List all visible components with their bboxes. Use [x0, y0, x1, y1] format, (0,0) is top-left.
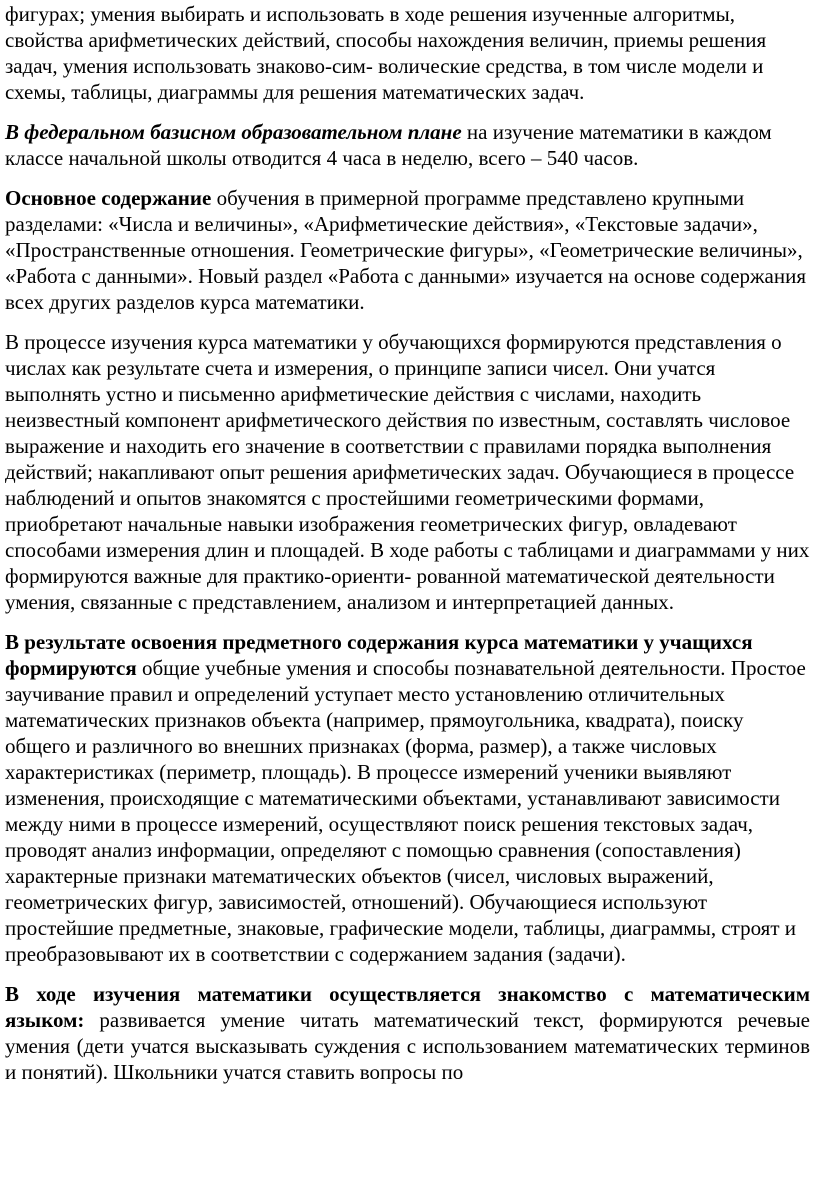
paragraph-text: общие учебные умения и способы познавательной деятельности. Простое заучивание правил и определений уступает место установлению отличительных математических признаков объекта (например, прямоугольника, квадрата), поиску общего и различного во внешних признаках (форма, размер), а также числовых характеристиках (периметр, площадь). В процессе измерений ученики выявляют изменения, происходящие с математическими объектами, устанавливают зависимости между ними в процессе измерений, осуществляют поиск решения текстовых задач, проводят анализ информации, определяют с помощью сравнения (сопоставления) характерные признаки математических объектов (чисел, числовых выражений, геометрических фигур, зависимостей, отношений). Обучающиеся используют простейшие предметные, знаковые, графические модели, таблицы, диаграммы, строят и преобразовывают их в соответствии с содержанием задания (задачи).	[5, 656, 806, 966]
paragraph-text: развивается умение читать математический текст, формируются речевые умения (дети учатся высказывать суждения с использованием математических терминов и понятий). Школьники учатся ставить вопросы по	[5, 1008, 810, 1084]
paragraph-lead: В результате освоения предметного содержания курса математики у учащихся формируются	[5, 630, 753, 680]
paragraph-skills-continuation	[5, 1, 810, 105]
paragraph-main-content	[5, 185, 810, 315]
paragraph-text: на изучение математики в каждом классе начальной школы отводится 4 часа в неделю, всего – 540 часов.	[5, 120, 772, 170]
paragraph-learning-results	[5, 629, 810, 967]
paragraph-learning-process	[5, 329, 810, 615]
paragraph-text: фигурах; умения выбирать и использовать в ходе решения изученные алгоритмы, свойства арифметических действий, способы нахождения величин, приемы решения задач, умения использовать знаково-сим- волические средства, в том числе модели и схемы, таблицы, диаграммы для решения математических задач.	[5, 2, 767, 104]
paragraph-curriculum-hours	[5, 119, 810, 171]
paragraph-text: В процессе изучения курса математики у обучающихся формируются представления о числах как результате счета и измерения, о принципе записи чисел. Они учатся выполнять устно и письменно арифметические действия с числами, находить неизвестный компонент арифметического действия по известным, составлять числовое выражение и находить его значение в соответствии с правилами порядка выполнения действий; накапливают опыт решения арифметических задач. Обучающиеся в процессе наблюдений и опытов знакомятся с простейшими геометрическими формами, приобретают начальные навыки изображения геометрических фигур, овладевают способами измерения длин и площадей. В ходе работы с таблицами и диаграммами у них формируются важные для практико-ориенти- рованной математической деятельности умения, связанные с представлением, анализом и интерпретацией данных.	[5, 330, 810, 614]
paragraph-lead: В ходе изучения математики осуществляется знакомство с математическим языком:	[5, 982, 810, 1032]
paragraph-math-language	[5, 981, 810, 1085]
paragraph-text: обучения в примерной программе представлено крупными разделами: «Числа и величины», «Арифметические действия», «Текстовые задачи», «Пространственные отношения. Геометрические фигуры», «Геометрические величины», «Работа с данными». Новый раздел «Работа с данными» изучается на основе содержания всех других разделов курса математики.	[5, 186, 807, 314]
paragraph-lead: В федеральном базисном образовательном плане	[5, 120, 462, 144]
paragraph-lead: Основное содержание	[5, 186, 212, 210]
